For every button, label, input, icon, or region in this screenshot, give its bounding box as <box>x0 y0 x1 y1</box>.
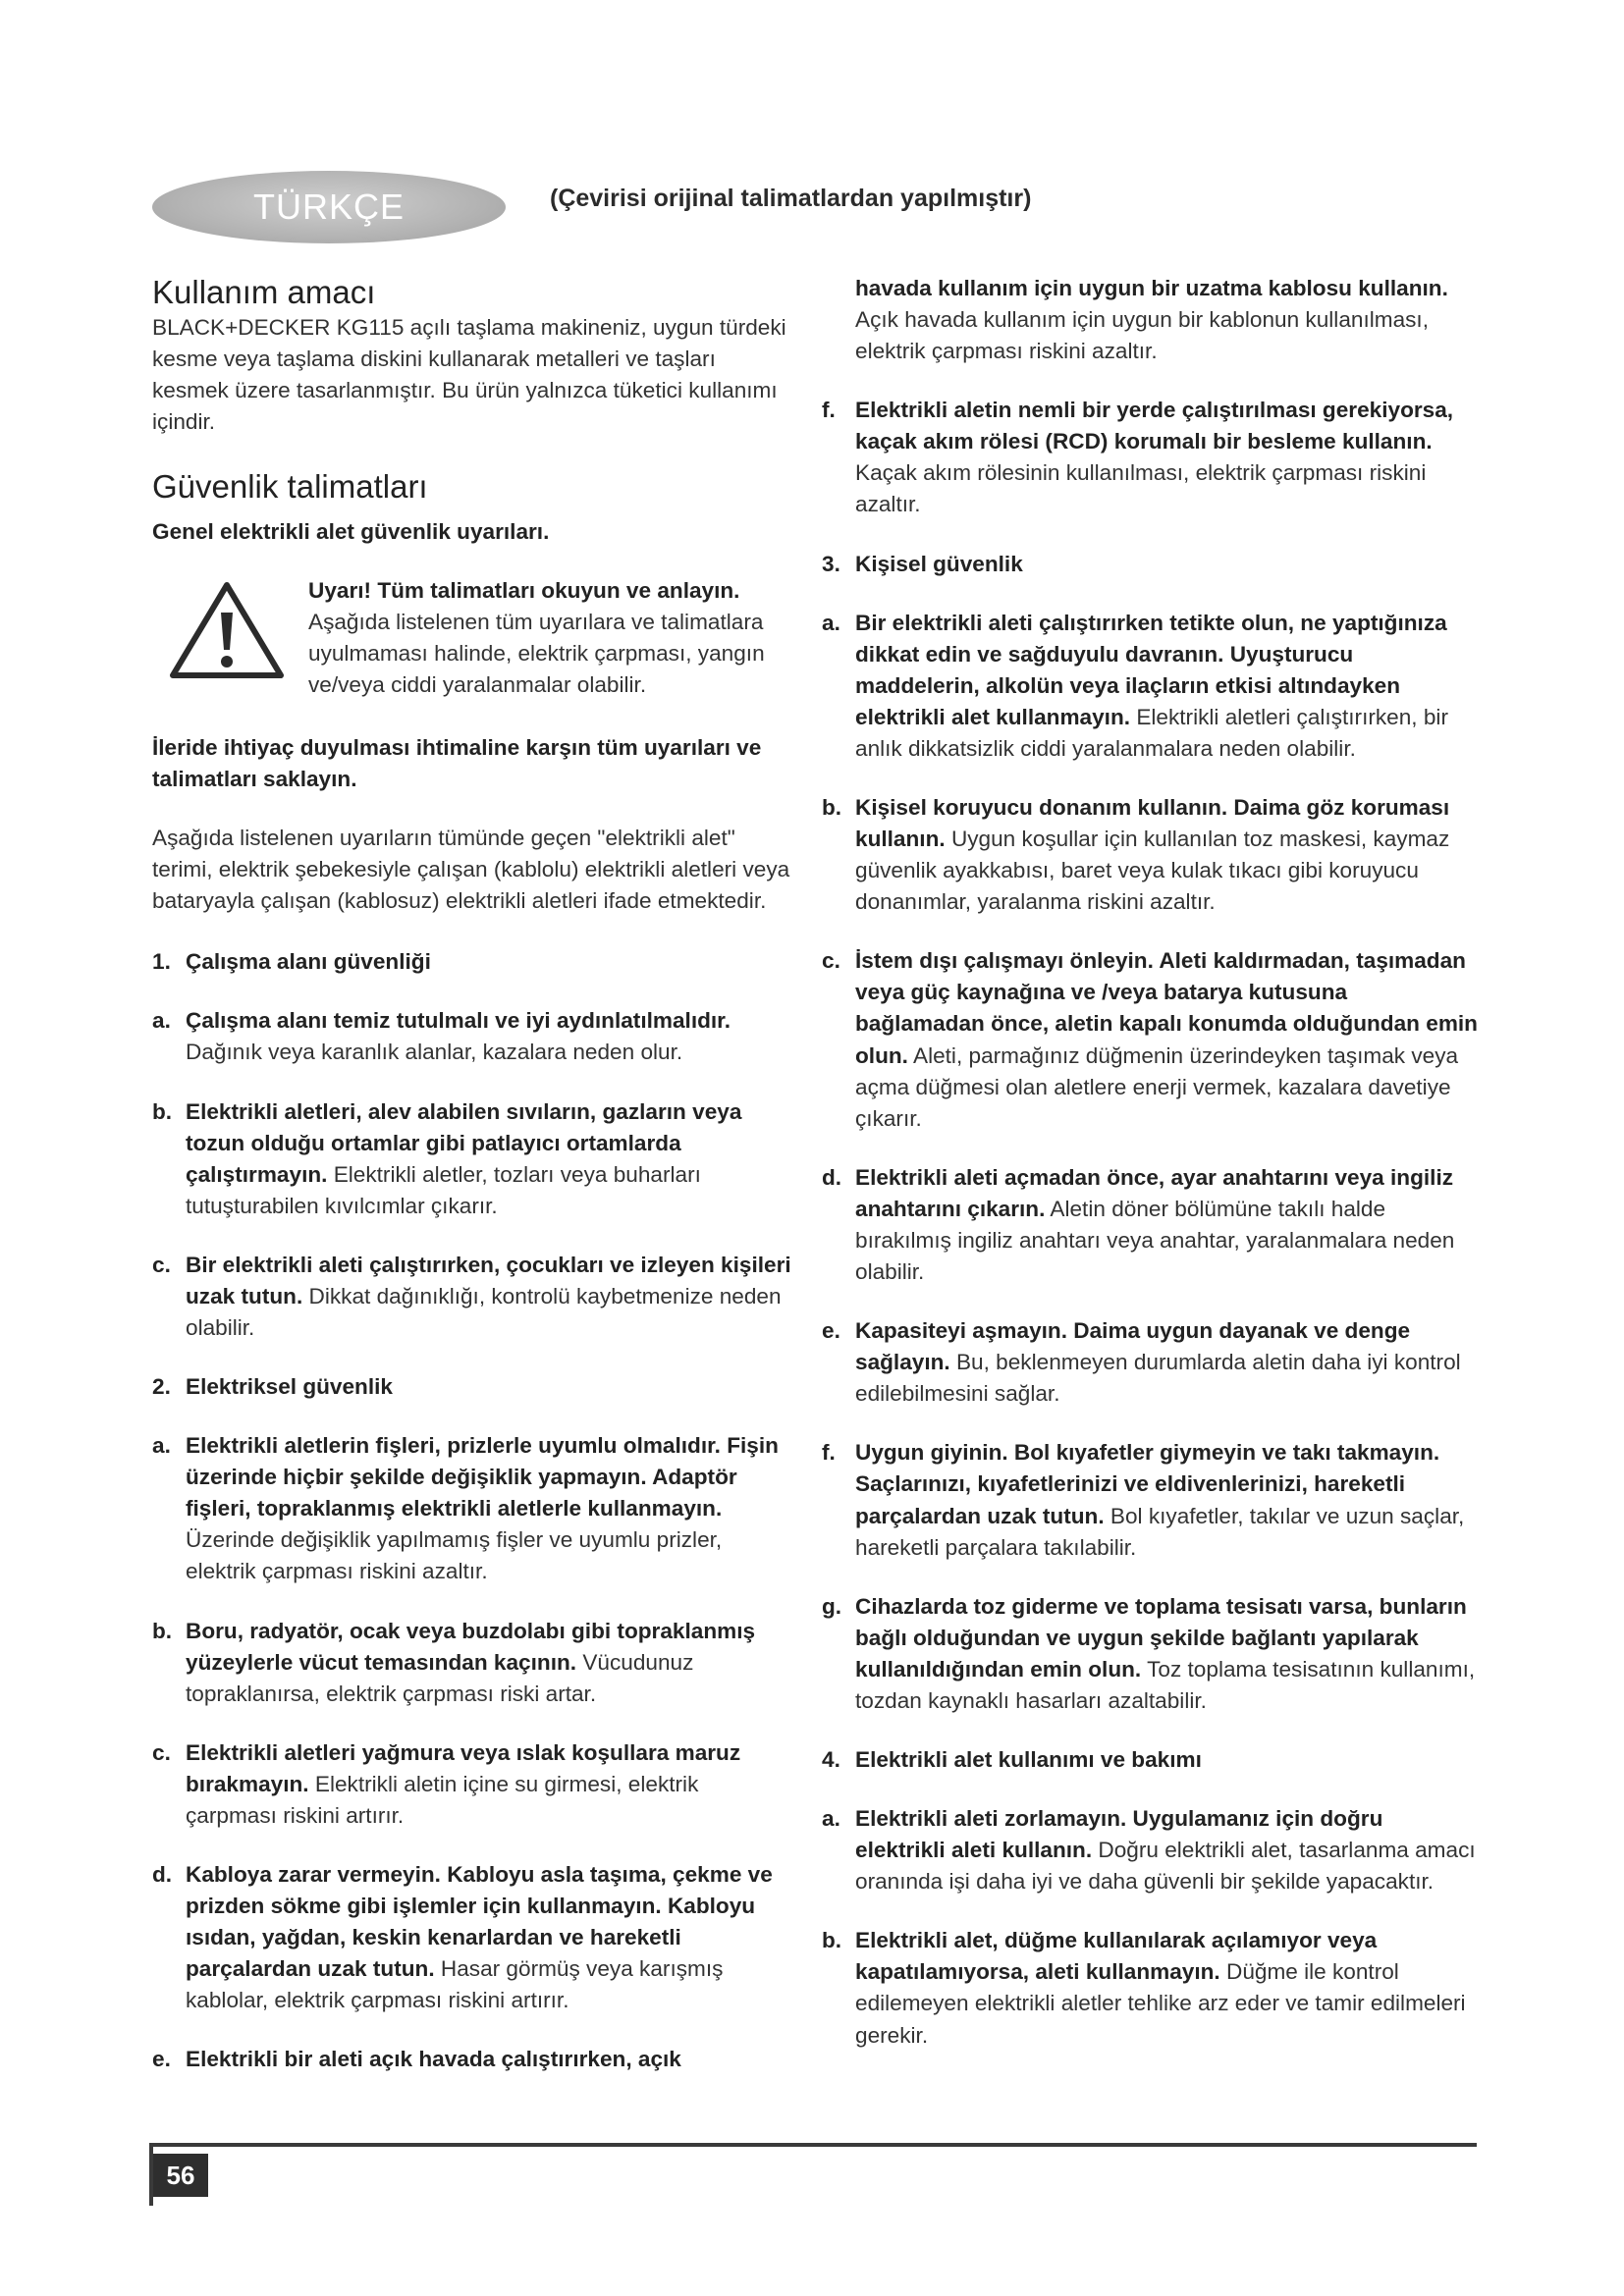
item-label: e. <box>822 1318 840 1344</box>
list-item <box>152 1005 795 1068</box>
item-bold-text: Çalışma alanı temiz tutulmalı ve iyi aydınlatılmalıdır. <box>186 1008 731 1034</box>
list-item <box>822 1437 1478 1563</box>
list-item <box>822 395 1478 520</box>
item-text: Doğru elektrikli alet, tasarlanma amacı oranında işi daha iyi ve daha güvenli bir şekilde yapacaktır. <box>855 1838 1476 1895</box>
item-label: b. <box>152 1618 173 1643</box>
safety-heading: Güvenlik talimatları <box>152 467 428 505</box>
list-item <box>822 945 1478 1134</box>
item-label: e. <box>152 2047 171 2072</box>
save-instructions: İleride ihtiyaç duyulması ihtimaline karşın tüm uyarıları ve talimatları saklayın. <box>152 734 762 791</box>
item-bold-text: Elektrikli bir aleti açık havada çalıştırırken, açık <box>186 2047 681 2072</box>
item-text: Kaçak akım rölesinin kullanılması, elektrik çarpması riskini azaltır. <box>855 460 1427 517</box>
item-bold-text: havada kullanım için uygun bir uzatma kablosu kullanın. <box>855 276 1448 300</box>
item-bold-text: Kapasiteyi aşmayın. Daima uygun dayanak ve denge sağlayın. <box>855 1318 1411 1375</box>
item-label: f. <box>822 398 836 423</box>
list-item <box>822 1591 1478 1717</box>
item-label: c. <box>822 948 840 974</box>
item-text: Elektrikli aletleri çalıştırırken, bir anlık dikkatsizlik ciddi yaralanmalara neden olabilir. <box>855 704 1448 761</box>
item-label: c. <box>152 1739 171 1765</box>
item-bold-text: Elektrikli aleti açmadan önce, ayar anahtarını veya ingiliz anahtarını çıkarın. <box>855 1164 1454 1221</box>
intended-use-heading: Kullanım amacı <box>152 274 376 310</box>
item-bold-text: Elektrikli aleti zorlamayın. Uygulamanız için doğru elektrikli aleti kullanın. <box>855 1806 1383 1863</box>
list-item <box>822 1925 1478 2051</box>
translation-note: (Çevirisi orijinal talimatlardan yapılmıştır) <box>550 185 1032 212</box>
work-area-items <box>152 1005 795 1344</box>
general-warnings-subheading: Genel elektrikli alet güvenlik uyarıları. <box>152 518 550 544</box>
item-bold-text: Elektrikli aletleri yağmura veya ıslak koşullara maruz bırakmayın. <box>186 1739 741 1796</box>
section-title: Çalışma alanı güvenliği <box>186 949 431 975</box>
item-text: Aleti, parmağınız düğmenin üzerindeyken taşımak veya açma düğmesi olan aletlere enerji vermek, kazalara davetiye çıkarır. <box>855 1042 1459 1131</box>
item-text: Hasar görmüş veya karışmış kablolar, elektrik çarpması riskini artırır. <box>186 1956 724 2013</box>
section-heading-work-area <box>152 946 795 978</box>
footer-rule <box>149 2143 1477 2147</box>
item-bold-text: Elektrikli alet, düğme kullanılarak açılamıyor veya kapatılamıyorsa, aleti kullanmayın. <box>855 1928 1378 1985</box>
item-bold-text: İstem dışı çalışmayı önleyin. Aleti kaldırmadan, taşımadan veya güç kaynağına ve /veya batarya kutusuna bağlamadan önce, aletin kapalı konumda olduğundan emin olun. <box>855 948 1478 1068</box>
personal-items <box>822 608 1478 1717</box>
item-bold-text: Elektrikli aletleri, alev alabilen sıvıların, gazların veya tozun olduğu ortamlar gibi patlayıcı ortamlarda çalıştırmayın. <box>186 1098 742 1187</box>
item-label: a. <box>822 610 840 635</box>
item-bold-text: Bir elektrikli aleti çalıştırırken tetikte olun, ne yaptığınıza dikkat edin ve sağduyulu davranın. Uyuşturucu maddelerin, alkolün veya ilaçların etkisi altındayken elektrikli alet kullanmayın. <box>855 610 1447 729</box>
item-label: c. <box>152 1252 171 1277</box>
item-bold-text: Bir elektrikli aleti çalıştırırken, çocukları ve izleyen kişileri uzak tutun. <box>186 1252 791 1308</box>
item-text: Dikkat dağınıklığı, kontrolü kaybetmenize neden olabilir. <box>186 1283 782 1340</box>
section-number: 4. <box>822 1746 840 1772</box>
intended-use-body: BLACK+DECKER KG115 açılı taşlama makineniz, uygun türdeki kesme veya taşlama diskini kullanarak metalleri ve taşları kesmek üzere tasarlanmıştır. Bu ürün yalnızca tüketici kullanımı içindir. <box>152 314 786 434</box>
language-badge: TÜRKÇE <box>152 171 506 243</box>
item-text: Bu, beklenmeyen durumlarda aletin daha iyi kontrol edilebilmesini sağlar. <box>855 1350 1461 1407</box>
warning-block <box>152 575 795 701</box>
warning-title: Uyarı! Tüm talimatları okuyun ve anlayın. <box>308 577 740 603</box>
item-label: b. <box>822 1928 842 1953</box>
item-text: Toz toplama tesisatının kullanımı, tozdan kaynaklı hasarları azaltabilir. <box>855 1656 1476 1713</box>
item-bold-text: Boru, radyatör, ocak veya buzdolabı gibi topraklanmış yüzeylerle vücut temasından kaçının. <box>186 1618 756 1675</box>
left-column <box>152 273 795 2103</box>
list-item <box>152 2044 795 2075</box>
term-definition: Aşağıda listelenen uyarıların tümünde geçen "elektrikli alet" terimi, elektrik şebekesiyle çalışan (kablolu) elektrikli aletleri veya bataryayla çalışan (kablosuz) elektrikli aletleri ifade etmektedir. <box>152 826 790 914</box>
list-item <box>152 1616 795 1710</box>
item-label: b. <box>822 795 842 821</box>
item-bold-text: Elektrikli aletin nemli bir yerde çalıştırılması gerekiyorsa, kaçak akım rölesi (RCD) korumalı bir besleme kullanın. <box>855 398 1454 454</box>
tool-use-items <box>822 1803 1478 2052</box>
list-item <box>152 1859 795 2016</box>
list-item <box>822 1803 1478 1897</box>
item-bold-text: Uygun giyinin. Bol kıyafetler giymeyin ve takı takmayın. Saçlarınızı, kıyafetlerinizi ve eldivenlerinizi, hareketli parçalardan uzak tutun. <box>855 1440 1440 1528</box>
list-item <box>152 1096 795 1222</box>
item-text: Vücudunuz topraklanırsa, elektrik çarpması riski artar. <box>186 1649 694 1706</box>
item-e-continued <box>822 273 1478 367</box>
item-bold-text: Kişisel koruyucu donanım kullanın. Daima göz koruması kullanın. <box>855 795 1450 852</box>
item-bold-text: Elektrikli aletlerin fişleri, prizlerle uyumlu olmalıdır. Fişin üzerinde hiçbir şekilde değişiklik yapmayın. Adaptör fişleri, topraklanmış elektrikli aletlerle kullanmayın. <box>186 1433 779 1522</box>
warning-triangle-icon <box>167 579 287 681</box>
list-item <box>822 608 1478 765</box>
item-label: b. <box>152 1098 173 1124</box>
item-text: Elektrikli aletler, tozları veya buharları tutuşturabilen kıvılcımlar çıkarır. <box>186 1161 701 1218</box>
list-item <box>822 1315 1478 1410</box>
list-item <box>152 1430 795 1587</box>
item-text: Dağınık veya karanlık alanlar, kazalara neden olur. <box>186 1040 683 1065</box>
item-text: Uygun koşullar için kullanılan toz maskesi, kaymaz güvenlik ayakkabısı, baret veya kulak tıkacı gibi koruyucu donanımlar, yaralanma riskini azaltır. <box>855 827 1450 915</box>
item-label: f. <box>822 1440 836 1466</box>
section-title: Elektriksel güvenlik <box>186 1374 393 1400</box>
item-label: a. <box>152 1433 171 1459</box>
section-title: Kişisel güvenlik <box>855 551 1023 576</box>
section-number: 1. <box>152 949 171 975</box>
item-bold-text: Cihazlarda toz giderme ve toplama tesisatı varsa, bunların bağlı olduğundan ve uygun şekilde bağlantı yapılarak kullanıldığından emin olun. <box>855 1593 1467 1682</box>
item-text: Bol kıyafetler, takılar ve uzun saçlar, hareketli parçalara takılabilir. <box>855 1503 1465 1560</box>
item-label: g. <box>822 1593 842 1619</box>
section-heading-tool-use <box>822 1744 1478 1776</box>
item-label: d. <box>822 1164 842 1190</box>
item-text: Elektrikli aletin içine su girmesi, elektrik çarpması riskini artırır. <box>186 1771 699 1828</box>
page-number: 56 <box>153 2154 208 2197</box>
item-text: Düğme ile kontrol edilemeyen elektrikli aletler tehlike arz eder ve tamir edilmeleri gerekir. <box>855 1959 1466 2048</box>
electrical-items <box>152 1430 795 2075</box>
item-f-electrical <box>822 395 1478 520</box>
section-heading-electrical <box>152 1371 795 1403</box>
item-text: Açık havada kullanım için uygun bir kablonun kullanılması, elektrik çarpması riskini azaltır. <box>855 307 1429 364</box>
item-label: a. <box>152 1008 171 1034</box>
section-number: 2. <box>152 1374 171 1400</box>
section-title: Elektrikli alet kullanımı ve bakımı <box>855 1746 1202 1772</box>
right-column <box>822 273 1478 2079</box>
item-label: a. <box>822 1806 840 1832</box>
list-item <box>152 1737 795 1832</box>
item-label: d. <box>152 1862 173 1887</box>
list-item <box>152 1250 795 1344</box>
list-item <box>822 792 1478 918</box>
item-text: Üzerinde değişiklik yapılmamış fişler ve uyumlu prizler, elektrik çarpması riskini azaltır. <box>186 1527 723 1584</box>
section-heading-personal <box>822 549 1478 580</box>
warning-body: Aşağıda listelenen tüm uyarılara ve talimatlara uyulmaması halinde, elektrik çarpması, yangın ve/veya ciddi yaralanmalar olabilir. <box>308 609 765 697</box>
item-text: Aletin döner bölümüne takılı halde bırakılmış ingiliz anahtarı veya anahtar, yaralanmalara neden olabilir. <box>855 1196 1455 1285</box>
item-bold-text: Kabloya zarar vermeyin. Kabloyu asla taşıma, çekme ve prizden sökme gibi işlemler için kullanmayın. Kabloyu ısıdan, yağdan, keskin kenarlardan ve hareketli parçalardan uzak tutun. <box>186 1862 773 1982</box>
section-number: 3. <box>822 551 840 576</box>
list-item <box>822 1162 1478 1288</box>
